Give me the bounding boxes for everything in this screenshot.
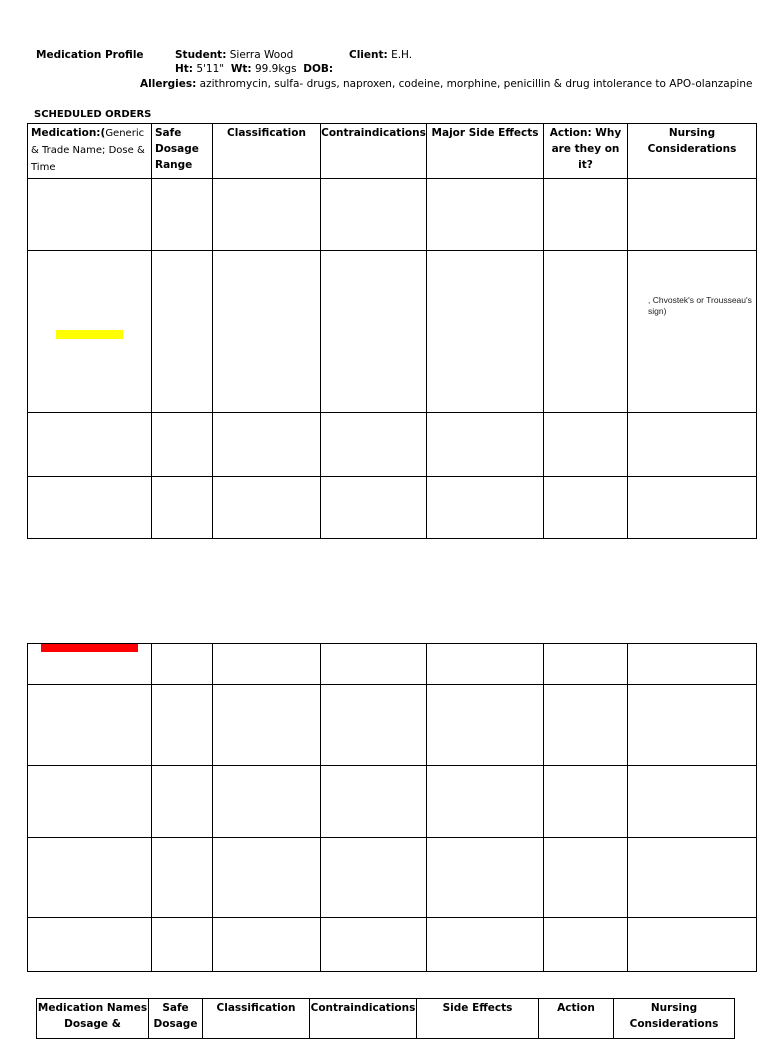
client-label: Client: — [349, 49, 388, 61]
col-nursing: Nursing Considerations — [628, 124, 757, 179]
yellow-highlight — [56, 330, 123, 339]
col-classification: Classification — [213, 124, 321, 179]
form-title: Medication Profile — [36, 49, 144, 61]
table-row — [28, 251, 757, 413]
allergies-line — [140, 78, 752, 90]
section-title-scheduled: SCHEDULED ORDERS — [34, 109, 152, 120]
student-value: Sierra Wood — [229, 49, 294, 61]
col-side-effects: Major Side Effects — [427, 124, 544, 179]
col-action: Action — [539, 999, 614, 1039]
table-row — [28, 685, 757, 766]
dob-label: DOB: — [303, 63, 334, 75]
continuation-table — [27, 643, 757, 972]
col-side-effects: Side Effects — [417, 999, 539, 1039]
table-row — [28, 413, 757, 477]
table-row — [28, 644, 757, 685]
allergies-value: azithromycin, sulfa- drugs, naproxen, codeine, morphine, penicillin & drug intolerance to APO-olanzapine — [199, 78, 753, 90]
red-highlight — [41, 644, 138, 652]
col-safe-dosage: Safe Dosage Range — [152, 124, 213, 179]
col-medication: Medication:(Generic & Trade Name; Dose & Time — [28, 124, 152, 179]
table-row — [28, 179, 757, 251]
table-row — [28, 838, 757, 918]
nursing-note: , Chvostek's or Trousseau's sign) — [648, 295, 752, 316]
table-row — [28, 477, 757, 539]
table-header-row — [28, 124, 757, 179]
col-action: Action: Why are they on it? — [544, 124, 628, 179]
height-label: Ht: — [175, 63, 194, 75]
col-classification: Classification — [203, 999, 310, 1039]
client-value: E.H. — [391, 49, 413, 61]
weight-value: 99.9kgs — [254, 63, 297, 75]
weight-label: Wt: — [230, 63, 252, 75]
bottom-table — [36, 998, 735, 1039]
scheduled-orders-table — [27, 123, 757, 539]
allergies-label: Allergies: — [140, 78, 197, 90]
col-nursing: Nursing Considerations — [614, 999, 735, 1039]
col-contraindications: Contraindications — [321, 124, 427, 179]
col-contraindications: Contraindications — [310, 999, 417, 1039]
height-value: 5'11" — [196, 63, 225, 75]
table-row — [28, 918, 757, 972]
col-medication: Medication Names Dosage & — [37, 999, 149, 1039]
table-header-row — [37, 999, 735, 1039]
student-line — [175, 49, 293, 61]
vitals-line — [175, 63, 333, 75]
student-label: Student: — [175, 49, 227, 61]
client-line — [349, 49, 412, 61]
col-safe-dosage: Safe Dosage — [149, 999, 203, 1039]
table-row — [28, 766, 757, 838]
